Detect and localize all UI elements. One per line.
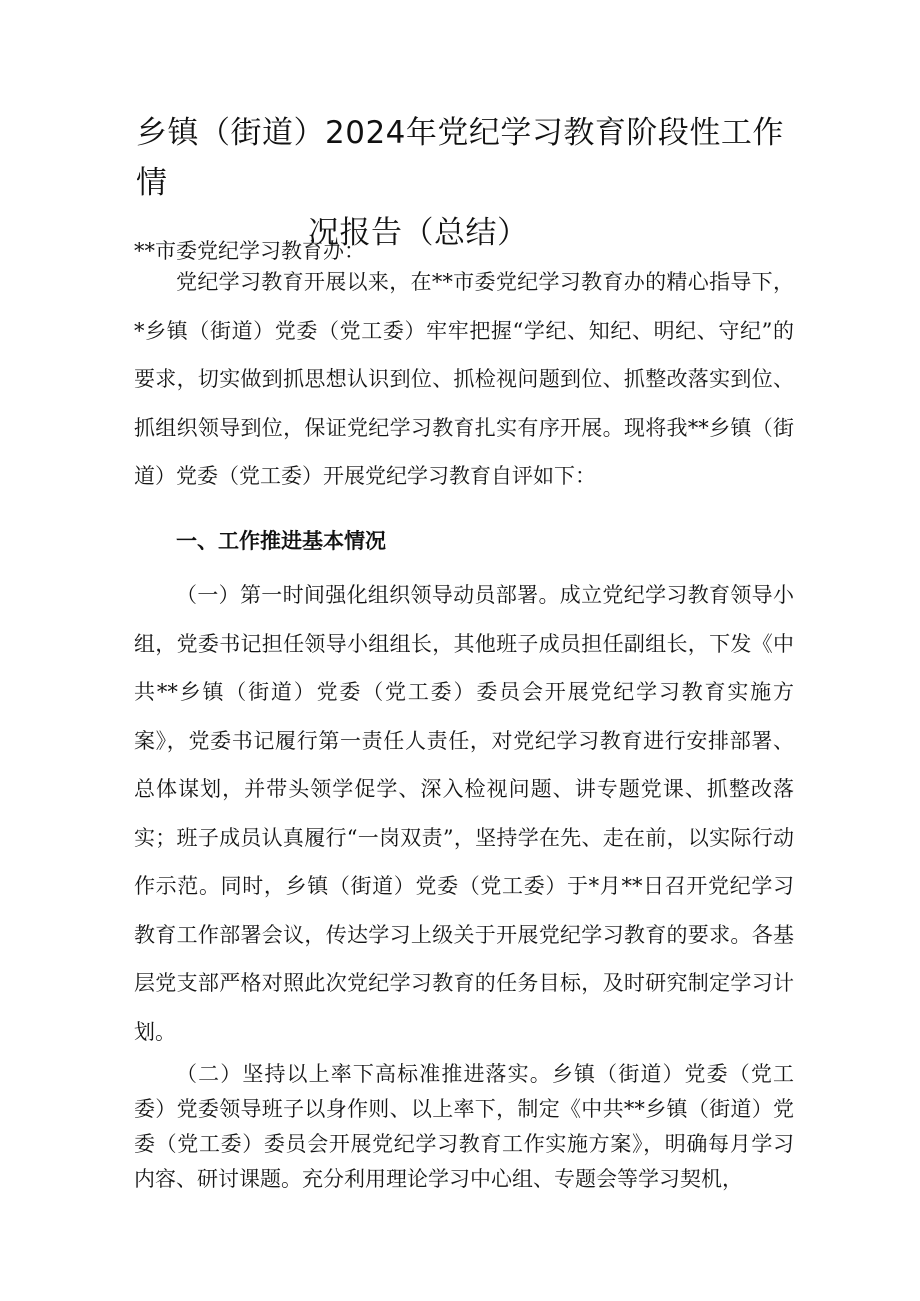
title-line-2: 况报告（总结） [308,215,529,251]
salutation: **市委党纪学习教育办： [134,239,365,263]
section-heading-1: 一、工作推进基本情况 [176,529,386,553]
paragraph-organization: （一）第一时间强化组织领导动员部署。成立党纪学习教育领导小组，党委书记担任领导小组组长，其他班子成员担任副组长，下发《中共**乡镇（街道）党委（党工委）委员会开展党纪学习教育实施方案》，党委书记履行第一责任人责任，对党纪学习教育进行安排部署、总体谋划，并带头领学促学、深入检视问题、讲专题党课、抓整改落实；班子成员认真履行“一岗双责”，坚持学在先、走在前，以实际行动作示范。同时，乡镇（街道）党委（党工委）于*月**日召开党纪学习教育工作部署会议，传达学习上级关于开展党纪学习教育的要求。各基层党支部严格对照此次党纪学习教育的任务目标，及时研究制定学习计划。 [134,583,794,1044]
paragraph-intro: 党纪学习教育开展以来，在**市委党纪学习教育办的精心指导下，*乡镇（街道）党委（党工委）牢牢把握“学纪、知纪、明纪、守纪”的要求，切实做到抓思想认识到位、抓检视问题到位、抓整改落实到位、抓组织领导到位，保证党纪学习教育扎实有序开展。现将我**乡镇（街道）党委（党工委）开展党纪学习教育自评如下： [134,270,794,488]
title-line-1: 乡镇（街道）2024年党纪学习教育阶段性工作情 [136,115,784,201]
paragraph-implementation: （二）坚持以上率下高标准推进落实。乡镇（街道）党委（党工委）党委领导班子以身作则、以上率下，制定《中共**乡镇（街道）党委（党工委）委员会开展党纪学习教育工作实施方案》，明确每月学习内容、研讨课题。充分利用理论学习中心组、专题会等学习契机， [134,1062,794,1191]
